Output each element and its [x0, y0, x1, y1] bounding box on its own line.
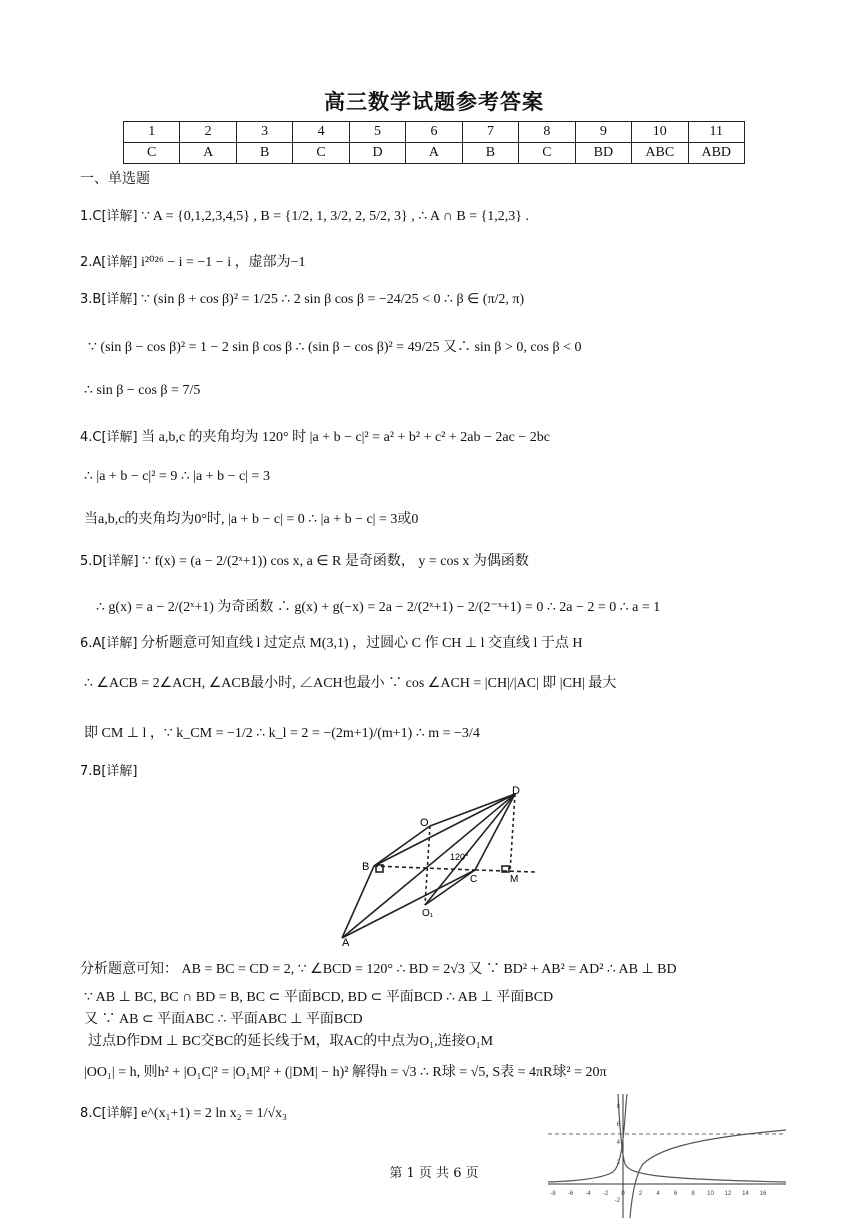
q5-solution-line1 [80, 550, 529, 570]
edge-ac [342, 870, 478, 938]
y-tick-label: 4 [616, 1140, 620, 1146]
x-tick-label: -6 [567, 1191, 574, 1197]
table-cell: C [124, 143, 180, 164]
edge-bd [374, 794, 515, 866]
q3-solution-line1 [80, 288, 524, 308]
q7-line4: 过点D作DM ⊥ BC交BC的延长线于M，取AC的中点为O₁,连接O₁M [88, 1034, 494, 1049]
q6-solution-line1 [80, 632, 583, 652]
table-cell: A [180, 143, 236, 164]
q1-label: 1.C[详解] [80, 209, 138, 224]
section-heading: 一、单选题 [80, 171, 150, 187]
q8-label: 8.C[详解] [80, 1106, 138, 1121]
q2-text: i²⁰²⁶ − i = −1 − i ，虚部为−1 [140, 255, 306, 270]
q6-label: 6.A[详解] [80, 636, 138, 651]
table-cell: B [236, 143, 292, 164]
x-tick-label: 4 [656, 1191, 660, 1197]
table-cell: C [519, 143, 575, 164]
table-cell: 8 [519, 122, 575, 143]
q7-label: 7.B[详解] [80, 764, 138, 779]
x-tick-label: 2 [638, 1191, 643, 1197]
table-cell: 5 [349, 122, 405, 143]
x-tick-label: 14 [742, 1191, 749, 1197]
q1-text: ∵ A = {0,1,2,3,4,5} , B = {1/2, 1, 3/2, 2, 5/2, 3} , ∴ A ∩ B = {1,2,3} . [141, 209, 530, 224]
x-tick-label: 6 [673, 1191, 678, 1197]
q3-label: 3.B[详解] [80, 292, 138, 307]
q3-line2: ∵ (sin β − cos β)² = 1 − 2 sin β cos β ∴ (sin β − cos β)² = 49/25 又∴ sin β > 0, cos β < 0 [88, 340, 582, 355]
page-footer: 第 1 页 共 6 页 [389, 1166, 479, 1181]
table-cell: 10 [632, 122, 688, 143]
x-tick-label: -2 [602, 1191, 609, 1197]
q5-line2: ∴ g(x) = a − 2/(2ˣ+1) 为奇函数 ∴ g(x) + g(−x) = 2a − 2/(2ˣ+1) − 2/(2⁻ˣ+1) = 0 ∴ 2a − 2 = 0 ∴ a = 1 [96, 600, 661, 615]
q7-line5: |OO₁| = h, 则h² + |O₁C|² = |O₁M|² + (|DM| − h)² 解得h = √3 ∴ R球 = √5, S表 = 4πR球² = 20π [84, 1065, 607, 1080]
x-tick-label: 16 [759, 1191, 767, 1197]
y-tick-label: 2 [616, 1160, 620, 1166]
y-tick-label: 8 [616, 1104, 620, 1110]
q4-line1: 当 a,b,c 的夹角均为 120° 时 |a + b − c|² = a² + b² + c² + 2ab − 2ac − 2bc [141, 430, 550, 445]
q4-line2: ∴ |a + b − c|² = 9 ∴ |a + b − c| = 3 [84, 469, 270, 484]
edge-bo [374, 826, 430, 866]
q7-line2: ∵ AB ⊥ BC, BC ∩ BD = B, BC ⊂ 平面BCD, BD ⊂ 平面BCD ∴ AB ⊥ 平面BCD [84, 990, 554, 1005]
q1-solution [80, 205, 529, 225]
table-cell: D [349, 143, 405, 164]
table-cell: BD [575, 143, 631, 164]
page-title: 高三数学试题参考答案 [324, 89, 544, 114]
q4-label: 4.C[详解] [80, 430, 138, 445]
table-cell: 9 [575, 122, 631, 143]
q4-solution-line1 [80, 426, 550, 446]
table-row-answers [124, 143, 745, 164]
table-cell: 1 [124, 122, 180, 143]
table-cell: ABC [632, 143, 688, 164]
x-ticks [550, 1191, 767, 1197]
table-cell: C [293, 143, 349, 164]
edge-ab [342, 866, 374, 938]
q8-graph [548, 1094, 788, 1220]
edge-cd [475, 794, 515, 870]
x-tick-label: 8 [691, 1191, 695, 1197]
q7-line1: 分析题意可知： AB = BC = CD = 2, ∵ ∠BCD = 120° ∴ BD = 2√3 又 ∵ BD² + AB² = AD² ∴ AB ⊥ BD [80, 962, 677, 977]
table-cell: 3 [236, 122, 292, 143]
q8-text: e^(x₁+1) = 2 ln x₂ = 1/√x₃ [141, 1106, 288, 1121]
q2-label: 2.A[详解] [80, 255, 138, 270]
y-tick-label: -2 [614, 1198, 620, 1204]
q2-solution [80, 251, 306, 271]
q7-figure [330, 782, 540, 948]
label-o1: O₁ [422, 908, 434, 919]
q8-solution [80, 1102, 287, 1122]
q7-solution-label [80, 760, 137, 780]
label-c: C [470, 874, 478, 885]
q4-line3: 当a,b,c的夹角均为0°时, |a + b − c| = 0 ∴ |a + b − c| = 3或0 [84, 512, 419, 527]
q6-line1: 分析题意可知直线 l 过定点 M(3,1) ，过圆心 C 作 CH ⊥ l 交直线 l 于点 H [140, 636, 583, 651]
table-cell: 4 [293, 122, 349, 143]
x-tick-label: 0 [621, 1191, 625, 1197]
q5-label: 5.D[详解] [80, 554, 139, 569]
table-cell: ABD [688, 143, 744, 164]
answer-table [123, 121, 745, 164]
label-b: B [362, 861, 370, 873]
table-cell: 11 [688, 122, 744, 143]
label-d: D [512, 785, 520, 797]
label-m: M [510, 874, 519, 885]
table-row-numbers [124, 122, 745, 143]
q5-line1: ∵ f(x) = (a − 2/(2ˣ+1)) cos x, a ∈ R 是奇函数， y = cos x 为偶函数 [142, 554, 529, 569]
x-tick-label: 10 [707, 1191, 714, 1197]
table-cell: 2 [180, 122, 236, 143]
x-tick-label: -8 [550, 1191, 556, 1197]
y-tick-label: 6 [616, 1122, 620, 1128]
q6-line3: 即 CM ⊥ l ，∵ k_CM = −1/2 ∴ k_l = 2 = −(2m+1)/(m+1) ∴ m = −3/4 [84, 726, 480, 741]
table-cell: A [406, 143, 462, 164]
label-o: O [420, 817, 429, 829]
label-a: A [342, 937, 350, 948]
q7-line3: 又 ∵ AB ⊂ 平面ABC ∴ 平面ABC ⊥ 平面BCD [84, 1012, 363, 1027]
label-angle: 120° [450, 852, 469, 862]
table-cell: 7 [462, 122, 518, 143]
table-cell: B [462, 143, 518, 164]
x-tick-label: -4 [585, 1191, 591, 1197]
q6-line2: ∴ ∠ACB = 2∠ACH, ∠ACB最小时, ∠ACH也最小 ∵ cos ∠ACH = |CH|/|AC| 即 |CH| 最大 [84, 676, 617, 691]
x-tick-label: 12 [724, 1191, 732, 1197]
edge-dm [510, 794, 515, 872]
q3-line1: ∵ (sin β + cos β)² = 1/25 ∴ 2 sin β cos β = −24/25 < 0 ∴ β ∈ (π/2, π) [140, 292, 525, 307]
q3-line3: ∴ sin β − cos β = 7/5 [84, 383, 201, 398]
table-cell: 6 [406, 122, 462, 143]
